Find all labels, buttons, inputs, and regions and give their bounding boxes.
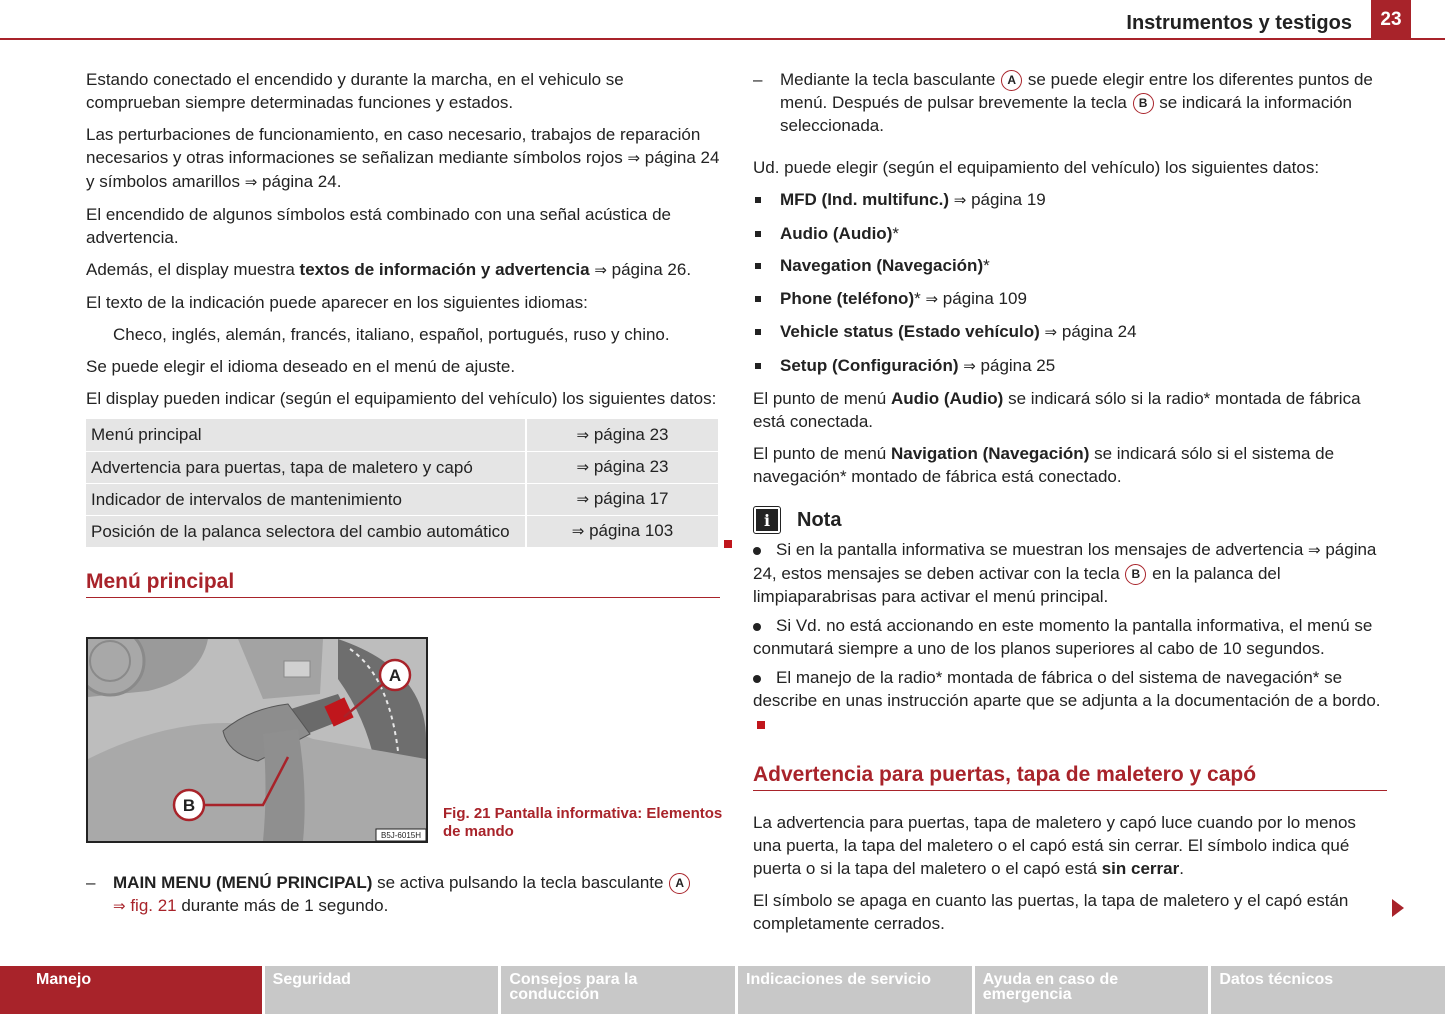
section-end-marker xyxy=(724,540,732,548)
left-bottom xyxy=(86,871,720,918)
header-rule xyxy=(0,38,1445,40)
next-page-arrow-icon[interactable] xyxy=(1392,899,1404,917)
list-item: Phone (teléfono)* ⇒ página 109 xyxy=(753,287,1387,311)
square-bullet-icon xyxy=(755,263,761,269)
key-b-icon: B xyxy=(1125,564,1146,585)
paragraph: Estando conectado el encendido y durante la marcha, en el vehiculo se comprueban siempre determinadas funciones y estados. xyxy=(86,70,624,112)
chapter-tabs xyxy=(0,966,1445,1014)
arrow-right-icon: ⇒ xyxy=(576,458,590,476)
arrow-right-icon: ⇒ xyxy=(1308,541,1321,560)
table-cell-label: Posición de la palanca selectora del cambio automático xyxy=(86,515,526,547)
table-row xyxy=(86,515,718,547)
paragraph: El encendido de algunos símbolos está combinado con una señal acústica de advertencia. xyxy=(86,205,671,247)
arrow-right-icon: ⇒ xyxy=(963,356,976,375)
square-bullet-icon xyxy=(755,296,761,302)
note-item: Si Vd. no está accionando en este momento la pantalla informativa, el menú se conmutará siempre a uno de los planos superiores al cabo de 10 segundos. xyxy=(753,616,1373,659)
paragraph: Las perturbaciones de funcionamiento, en caso necesario, trabajos de reparación necesarios y otras informaciones se señalizan mediante símbolos rojos ⇒ página 24 y símbolos amarillos ⇒ página 24. xyxy=(86,125,720,191)
note-header xyxy=(753,506,1387,534)
table-cell-ref[interactable]: ⇒ página 23 xyxy=(526,419,718,451)
table-row xyxy=(86,419,718,451)
tab-ayuda[interactable]: Ayuda en caso de emergencia xyxy=(975,966,1209,1014)
page-number: 23 xyxy=(1371,0,1411,39)
info-icon: i xyxy=(753,506,781,534)
bullet-dot-icon xyxy=(753,623,761,631)
arrow-right-icon: ⇒ xyxy=(1044,323,1058,342)
tab-manejo[interactable]: Manejo xyxy=(0,966,262,1014)
callout-b-label: B xyxy=(182,796,196,815)
paragraph: El display pueden indicar (según el equipamiento del vehículo) los siguientes datos: xyxy=(86,389,717,408)
left-column xyxy=(86,68,720,598)
bullet-dot-icon xyxy=(753,547,761,555)
paragraph: El punto de menú Audio (Audio) se indicará sólo si la radio* montada de fábrica está conectada. xyxy=(753,389,1361,432)
table-cell-label: Menú principal xyxy=(86,419,526,451)
key-a-icon: A xyxy=(669,873,690,894)
table-cell-ref[interactable]: ⇒ página 17 xyxy=(526,483,718,515)
tab-consejos[interactable]: Consejos para la conducción xyxy=(501,966,735,1014)
paragraph: La advertencia para puertas, tapa de maletero y capó luce cuando por lo menos una puerta, la tapa del maletero o el capó está sin cerrar. El símbolo indica qué puerta o si la tapa del maletero o el capó está sin cerrar. xyxy=(753,813,1356,879)
key-b-icon: B xyxy=(1133,93,1154,114)
arrow-right-icon: ⇒ xyxy=(244,173,258,191)
arrow-right-icon: ⇒ xyxy=(113,897,126,916)
note-item: Si en la pantalla informativa se muestran los mensajes de advertencia ⇒ página 24, estos mensajes se deben activar con la tecla B en la palanca del limpiaparabrisas para activar el menú principal. xyxy=(753,540,1377,607)
page-ref-link[interactable]: página 24 xyxy=(753,540,1377,584)
table-cell-ref[interactable]: ⇒ página 23 xyxy=(526,451,718,483)
menu-items-list xyxy=(753,188,1387,378)
page-ref-link[interactable]: página 24 xyxy=(1061,322,1137,342)
right-column xyxy=(753,68,1387,944)
page-ref-link[interactable]: página 24 y xyxy=(86,148,720,191)
tab-indicaciones[interactable]: Indicaciones de servicio xyxy=(738,966,972,1014)
page-ref-link[interactable]: página 24. xyxy=(262,172,342,191)
page-ref-link[interactable]: página 109 xyxy=(942,288,1027,308)
steering-stalk-illustration xyxy=(88,639,426,841)
bullet-dot-icon xyxy=(753,675,761,683)
table-cell-ref[interactable]: ⇒ página 103 xyxy=(526,515,718,547)
table-cell-label: Indicador de intervalos de mantenimiento xyxy=(86,483,526,515)
arrow-right-icon: ⇒ xyxy=(627,149,641,167)
arrow-right-icon: ⇒ xyxy=(925,289,939,308)
callout-a-label: A xyxy=(388,666,402,685)
note-box xyxy=(753,506,1387,735)
dash-bullet: – xyxy=(753,70,763,89)
page-ref-link[interactable]: página 25 xyxy=(980,355,1056,375)
tab-datos[interactable]: Datos técnicos xyxy=(1211,966,1445,1014)
page-ref-link[interactable]: página 26. xyxy=(611,260,692,279)
arrow-right-icon: ⇒ xyxy=(571,522,585,540)
list-item: – MAIN MENU (MENÚ PRINCIPAL) se activa pulsando la tecla basculante A ⇒ fig. 21 durante más de 1 segundo. xyxy=(86,871,720,918)
section-end-marker xyxy=(757,721,765,729)
tab-seguridad[interactable]: Seguridad xyxy=(265,966,499,1014)
dash-bullet: – xyxy=(86,873,96,892)
reference-table xyxy=(86,419,718,548)
arrow-right-icon: ⇒ xyxy=(953,191,967,210)
paragraph: El texto de la indicación puede aparecer en los siguientes idiomas: xyxy=(86,293,588,312)
arrow-right-icon: ⇒ xyxy=(576,490,590,508)
paragraph: Se puede elegir el idioma deseado en el menú de ajuste. xyxy=(86,357,516,376)
figure-ref-link[interactable]: fig. 21 xyxy=(130,896,177,916)
table-row xyxy=(86,483,718,515)
table-row xyxy=(86,451,718,483)
table-cell-label: Advertencia para puertas, tapa de maletero y capó xyxy=(86,451,526,483)
note-item: El manejo de la radio* montada de fábrica o del sistema de navegación* se describe en unas instrucción aparte que se adjunta a la documentación de a bordo. xyxy=(753,666,1387,735)
arrow-right-icon: ⇒ xyxy=(576,425,590,444)
key-a-icon: A xyxy=(1001,70,1022,91)
list-item: Setup (Configuración) ⇒ página 25 xyxy=(753,354,1387,378)
list-item: Navegation (Navegación)* xyxy=(753,254,1387,277)
square-bullet-icon xyxy=(755,329,761,335)
arrow-right-icon: ⇒ xyxy=(594,261,607,279)
figure-caption: Fig. 21 Pantalla informativa: Elementos de mando xyxy=(443,805,723,840)
paragraph: Además, el display muestra textos de información y advertencia ⇒ página 26. xyxy=(86,260,692,279)
list-item: – Mediante la tecla basculante A se puede elegir entre los diferentes puntos de menú. Después de pulsar brevemente la tecla B se indicará la información seleccionada. xyxy=(753,70,1373,136)
paragraph: El símbolo se apaga en cuanto las puertas, la tapa de maletero y el capó están completamente cerrados. xyxy=(753,891,1349,934)
note-title: Nota xyxy=(797,508,842,531)
figure-steering-stalk xyxy=(86,637,428,843)
section-heading: Advertencia para puertas, tapa de maletero y capó xyxy=(753,763,1387,791)
square-bullet-icon xyxy=(755,231,761,237)
paragraph: Ud. puede elegir (según el equipamiento del vehículo) los siguientes datos: xyxy=(753,158,1320,178)
square-bullet-icon xyxy=(755,197,761,203)
page-ref-link[interactable]: página 19 xyxy=(971,190,1046,210)
paragraph-indented: Checo, inglés, alemán, francés, italiano, español, portugués, ruso y chino. xyxy=(113,325,670,344)
list-item: Audio (Audio)* xyxy=(753,222,1387,245)
figure-code: B5J-6015H xyxy=(380,831,422,840)
square-bullet-icon xyxy=(755,363,761,369)
section-heading: Menú principal xyxy=(86,570,720,598)
paragraph: El punto de menú Navigation (Navegación) se indicará sólo si el sistema de navegación* montado de fábrica está conectado. xyxy=(753,444,1335,487)
list-item: MFD (Ind. multifunc.) ⇒ página 19 xyxy=(753,188,1387,212)
list-item: Vehicle status (Estado vehículo) ⇒ página 24 xyxy=(753,320,1387,344)
chapter-title: Instrumentos y testigos xyxy=(1126,12,1352,34)
